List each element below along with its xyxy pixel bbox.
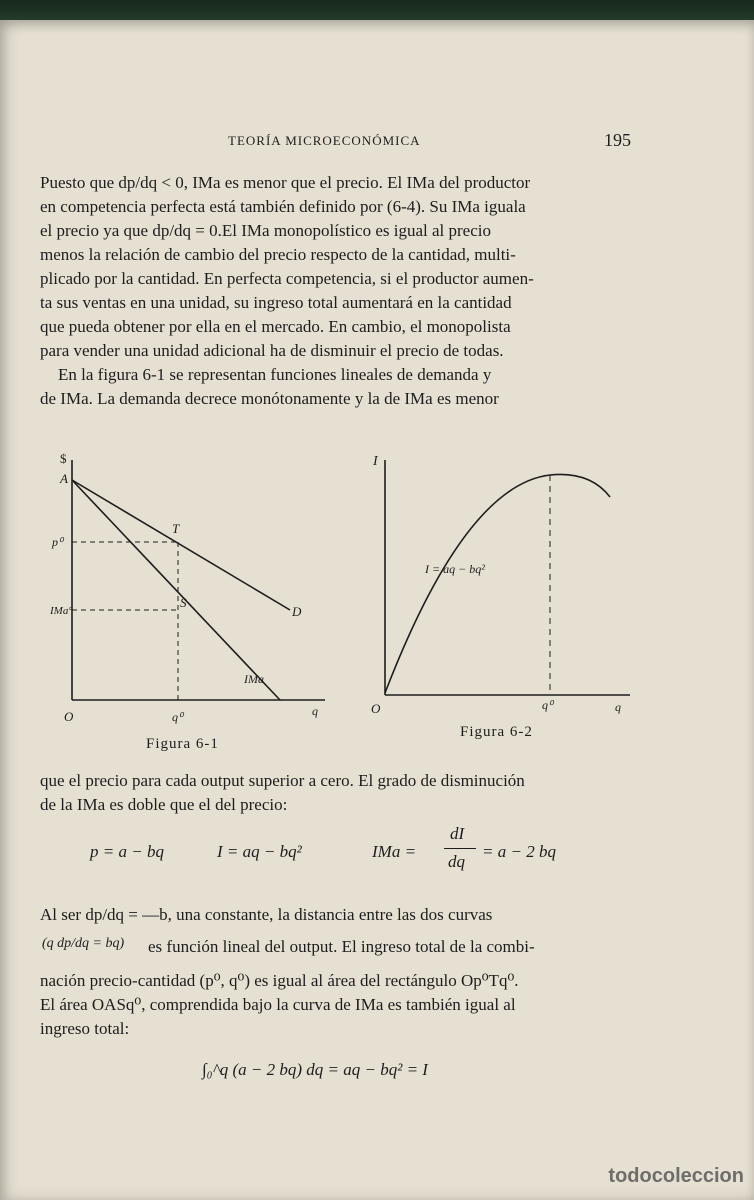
text-line: nación precio-cantidad (p⁰, q⁰) es igual al área del rectángulo Op⁰Tq⁰.	[40, 971, 519, 990]
text-line: Al ser dp/dq = —b, una constante, la distancia entre las dos curvas	[40, 905, 493, 924]
text-line: que el precio para cada output superior a cero. El grado de disminución	[40, 771, 525, 790]
label-origin: O	[64, 709, 74, 724]
text-line: menos la relación de cambio del precio respecto de la cantidad, multi-	[40, 245, 516, 264]
fraction-denominator: dq	[448, 852, 465, 871]
demand-equation: p = a − bq	[90, 842, 164, 861]
label-dollar: $	[60, 451, 67, 466]
demand-line	[72, 480, 290, 610]
label-origin: O	[371, 701, 381, 716]
label-q0: q⁰	[172, 710, 183, 724]
label-q0: q⁰	[542, 698, 553, 712]
text-line: El área OASq⁰, comprendida bajo la curva de IMa es también igual al	[40, 995, 516, 1014]
ima-line	[72, 480, 280, 700]
label-d: D	[292, 604, 302, 619]
inline-expression: (q dp/dq = bq)	[42, 936, 125, 951]
figure-6-1-caption: Figura 6-1	[146, 736, 219, 752]
text-line: es función lineal del output. El ingreso total de la combi-	[148, 937, 535, 956]
text-line: En la figura 6-1 se representan funciones lineales de demanda y	[58, 365, 492, 384]
text-line: de la IMa es doble que el del precio:	[40, 795, 288, 814]
marginal-lhs: IMa =	[372, 842, 417, 861]
watermark-logo: todocoleccion	[608, 1165, 744, 1187]
integral-equation: ∫₀^q (a − 2 bq) dq = aq − bq² = I	[202, 1060, 428, 1079]
label-t: T	[172, 521, 180, 536]
label-q: q	[615, 700, 621, 714]
label-ima0: IMa°	[50, 605, 73, 617]
text-line: ta sus ventas en una unidad, su ingreso total aumentará en la cantidad	[40, 293, 512, 312]
text-line: el precio ya que dp/dq = 0.El IMa monopolístico es igual al precio	[40, 221, 491, 240]
label-s: S	[180, 595, 187, 610]
label-a: A	[60, 471, 68, 486]
text-line: para vender una unidad adicional ha de disminuir el precio de todas.	[40, 341, 504, 360]
text-line: en competencia perfecta está también definido por (6-4). Su IMa iguala	[40, 197, 526, 216]
text-line: plicado por la cantidad. En perfecta competencia, si el productor aumen-	[40, 269, 534, 288]
figure-6-2-caption: Figura 6-2	[460, 724, 533, 740]
text-line: Puesto que dp/dq < 0, IMa es menor que el precio. El IMa del productor	[40, 173, 531, 192]
label-p0: p⁰	[52, 535, 63, 549]
revenue-curve	[385, 474, 610, 693]
running-header: TEORÍA MICROECONÓMICA	[228, 133, 421, 148]
figure-6-1	[50, 445, 350, 735]
text-line: ingreso total:	[40, 1019, 130, 1038]
figure-6-2	[365, 445, 645, 725]
label-curve: I = aq − bq²	[425, 562, 485, 576]
text-line: que pueda obtener por ella en el mercado. En cambio, el monopolista	[40, 317, 511, 336]
label-i: I	[373, 454, 378, 469]
fraction-numerator: dI	[450, 824, 465, 843]
revenue-equation: I = aq − bq²	[217, 842, 302, 861]
marginal-rhs: = a − 2 bq	[482, 842, 556, 861]
text-line: de IMa. La demanda decrece monótonamente y la de IMa es menor	[40, 389, 499, 408]
label-q: q	[312, 704, 318, 718]
page-number: 195	[604, 130, 631, 150]
label-ima: IMa	[244, 672, 264, 686]
fraction-bar	[444, 848, 476, 849]
